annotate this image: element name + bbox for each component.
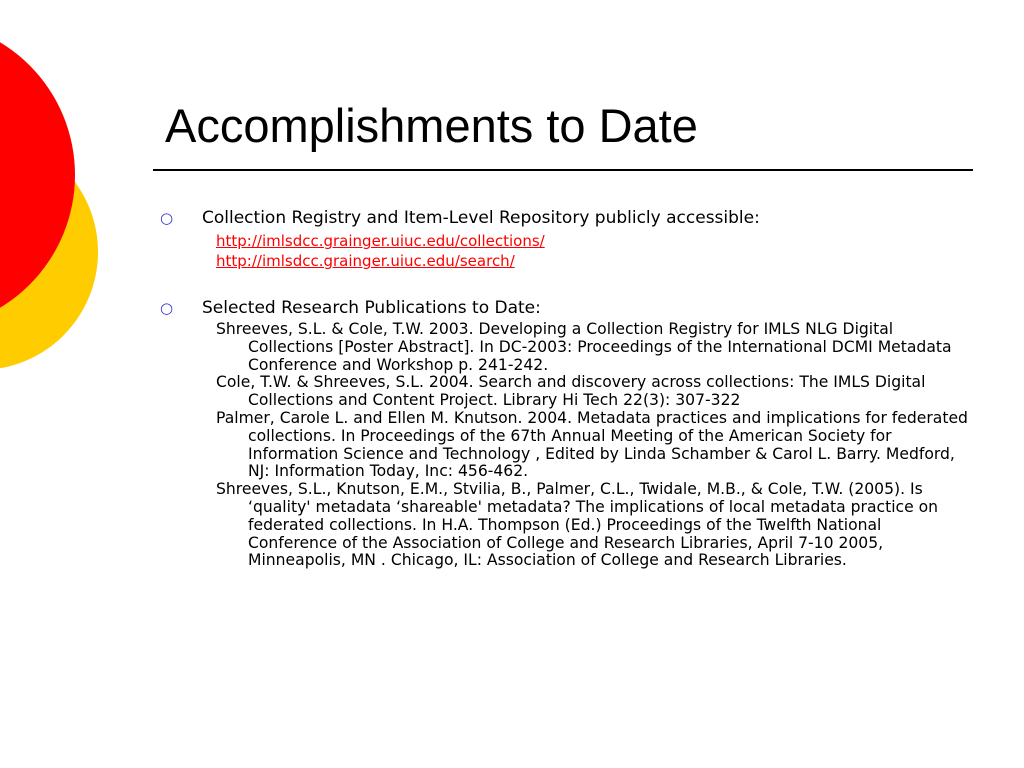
- publication-item: Shreeves, S.L., Knutson, E.M., Stvilia, B., Palmer, C.L., Twidale, M.B., & Cole, T.W. (2005). Is ‘quality' metadata ‘shareable' metadata? The implications of local metadata practice on federated collections. In H.A. Thompson (Ed.) Proceedings of the Twelfth National Conference of the Association of College and Research Libraries, April 7-10 2005, Minneapolis, MN . Chicago, IL: Association of College and Research Libraries.: [216, 480, 939, 570]
- publication-item: Shreeves, S.L. & Cole, T.W. 2003. Developing a Collection Registry for IMLS NLG Digital Collections [Poster Abstract]. In DC-2003: Proceedings of the International DCMI Metadata Conference and Workshop p. 241-242.: [216, 320, 952, 374]
- publication-item: Cole, T.W. & Shreeves, S.L. 2004. Search and discovery across collections: The IMLS Digital Collections and Content Project. Library Hi Tech 22(3): 307-322: [216, 373, 926, 410]
- publication-list: [160, 321, 972, 570]
- slide-title: Accomplishments to Date: [165, 99, 698, 152]
- hollow-circle-icon: ○: [160, 209, 174, 227]
- collections-link[interactable]: http://imlsdcc.grainger.uiuc.edu/collections/: [216, 232, 545, 250]
- title-divider: [153, 169, 973, 171]
- link-list: [216, 231, 972, 271]
- hollow-circle-icon: ○: [160, 299, 174, 317]
- section-publications: [160, 295, 972, 570]
- section-heading: Collection Registry and Item-Level Repository publicly accessible:: [202, 208, 760, 228]
- section-heading: Selected Research Publications to Date:: [202, 298, 541, 318]
- publication-item: Palmer, Carole L. and Ellen M. Knutson. 2004. Metadata practices and implications for federated collections. In Proceedings of the 67th Annual Meeting of the American Society for Information Science and Technology , Edited by Linda Schamber & Carol L. Barry. Medford, NJ: Information Today, Inc: 456-462.: [216, 408, 968, 481]
- slide-content: [160, 205, 972, 570]
- decorative-circles: [0, 0, 110, 420]
- section-collection-registry: [160, 205, 972, 271]
- search-link[interactable]: http://imlsdcc.grainger.uiuc.edu/search/: [216, 252, 515, 270]
- section-spacer: [160, 271, 972, 295]
